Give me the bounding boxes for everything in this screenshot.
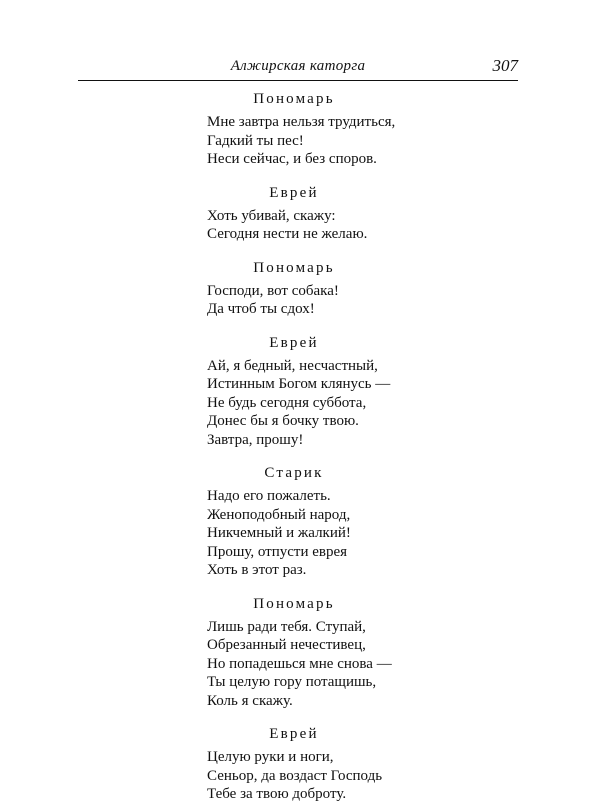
verse-line: Обрезанный нечестивец,	[207, 637, 366, 653]
speech-1	[207, 90, 537, 169]
page-number: 307	[492, 56, 518, 75]
verse-line: Лишь ради тебя. Ступай,	[207, 618, 366, 635]
verse-line: Мне завтра нельзя трудиться,	[207, 114, 396, 130]
verse-line: Целую руки и ноги,	[207, 749, 334, 765]
running-title: Алжирская каторга	[230, 58, 366, 74]
verse-line: Да чтоб ты сдох!	[207, 301, 315, 317]
verse-line: Гадкий ты пес!	[207, 132, 304, 149]
running-head	[78, 58, 518, 80]
verse-line: Донес бы я бочку твою.	[207, 413, 359, 429]
speaker-name: Пономарь	[253, 259, 335, 276]
speaker-name: Старик	[264, 465, 324, 481]
verse-line: Прошу, отпусти еврея	[207, 543, 348, 560]
verse-line: Сеньор, да воздаст Господь	[207, 767, 383, 784]
speech-gap	[207, 449, 537, 464]
speaker-name: Еврей	[269, 334, 319, 351]
speaker-name: Еврей	[269, 726, 319, 742]
header-rule	[78, 80, 518, 81]
speech-6	[207, 595, 537, 711]
verse-line: Хоть в этот раз.	[207, 562, 307, 578]
verse-line: Ай, я бедный, несчастный,	[207, 357, 378, 374]
speech-gap	[207, 710, 537, 725]
verse-line: Не будь сегодня суббота,	[207, 394, 367, 411]
speech-3	[207, 259, 537, 319]
speaker-name: Пономарь	[253, 595, 335, 612]
speech-7	[207, 725, 537, 804]
speech-gap	[207, 169, 537, 184]
verse-line: Завтра, прошу!	[207, 431, 304, 448]
verse-line: Истинным Богом клянусь —	[207, 376, 391, 392]
verse-line: Ты целую гору потащишь,	[207, 674, 377, 690]
verse-line: Надо его пожалеть.	[207, 488, 331, 504]
verse-line: Никчемный и жалкий!	[207, 525, 351, 541]
speech-gap	[207, 244, 537, 259]
play-text	[207, 90, 537, 804]
speech-2	[207, 184, 537, 244]
verse-line: Но попадешься мне снова —	[207, 655, 392, 672]
speech-4	[207, 334, 537, 450]
speaker-name: Еврей	[269, 184, 319, 201]
verse-line: Тебе за твою доброту.	[207, 786, 347, 802]
verse-line: Сегодня нести не желаю.	[207, 226, 368, 242]
speech-5	[207, 464, 537, 580]
speech-gap	[207, 319, 537, 334]
verse-line: Господи, вот собака!	[207, 282, 339, 299]
speaker-name: Пономарь	[253, 91, 335, 107]
speech-gap	[207, 580, 537, 595]
verse-line: Коль я скажу.	[207, 692, 293, 709]
verse-line: Неси сейчас, и без споров.	[207, 151, 377, 167]
verse-line: Женоподобный народ,	[207, 506, 351, 523]
verse-line: Хоть убивай, скажу:	[207, 207, 336, 224]
